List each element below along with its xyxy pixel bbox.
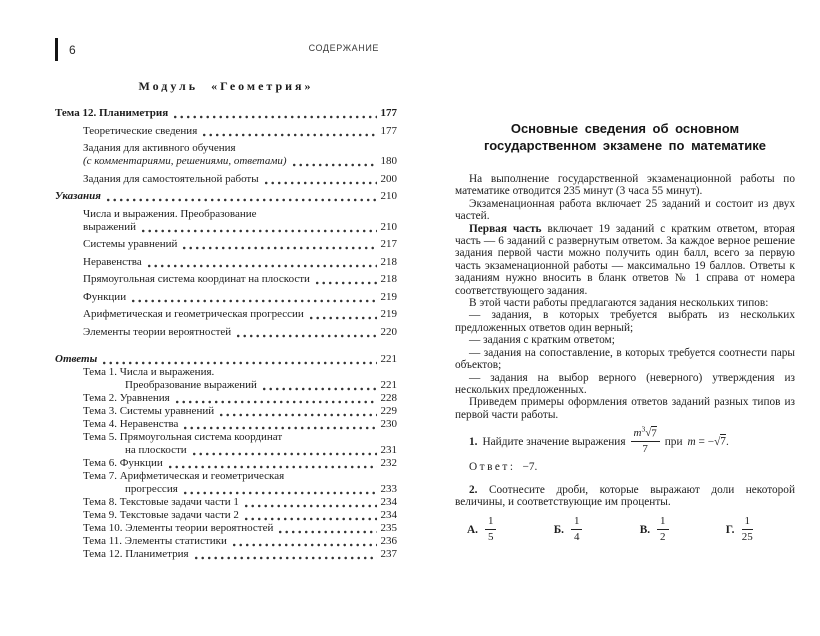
toc-entry-label: Теоретические сведения <box>83 124 198 137</box>
toc-entry-label: Задания для самостоятельной работы <box>83 172 259 185</box>
toc-entry-label: Арифметическая и геометрическая прогрессии <box>83 308 304 320</box>
toc-entry-label: Числа и выражения. Преобразование <box>83 207 257 220</box>
toc-entry-label: Тема 2. Уравнения <box>83 391 170 404</box>
section-heading <box>455 120 795 154</box>
answer-label: Ответ: <box>469 461 516 474</box>
option-letter: Г. <box>725 523 735 536</box>
paragraph <box>455 223 795 297</box>
toc-entry <box>55 535 397 548</box>
radical <box>714 434 726 448</box>
toc-entry <box>55 256 397 269</box>
toc-page-number: 210 <box>380 220 397 233</box>
exponent: 3 <box>641 424 646 434</box>
toc-entry <box>55 308 397 321</box>
fraction <box>571 516 583 543</box>
toc-page-number: 200 <box>380 172 397 185</box>
toc-entry-label: Тема 7. Арифметическая и геометрическая <box>83 469 285 482</box>
fraction-options <box>455 508 795 543</box>
toc-entry-label: Тема 5. Прямоугольная система координат <box>83 430 283 443</box>
toc-page-number: 219 <box>380 308 397 320</box>
dash-list-item: — задания на выбор верного (неверного) утверждения из нескольких предложенных. <box>455 371 795 396</box>
toc-entry-label: Тема 8. Текстовые задачи части 1 <box>83 495 239 508</box>
dot-leader <box>141 229 377 233</box>
answer-line <box>455 461 795 473</box>
toc-entry-label-line2: выражений <box>83 220 136 233</box>
toc-entry-label: Неравенства <box>83 255 142 268</box>
fraction-option <box>640 516 669 543</box>
paragraph: Экзаменационная работа включает 25 заданий и состоит из двух частей. <box>455 197 795 223</box>
dot-leader <box>194 556 377 560</box>
example-1-line <box>455 424 795 456</box>
paragraph <box>455 484 795 509</box>
fraction <box>631 424 660 456</box>
example-1-mid: при <box>664 435 683 448</box>
toc-page-number: 234 <box>380 508 397 521</box>
fraction-denominator: 2 <box>660 531 666 544</box>
example-2-text: Соотнесите дроби, которые выражают доли некоторой величины, и соответствующие им проценты. <box>455 483 795 508</box>
fraction-numerator: 1 <box>571 516 583 530</box>
toc-entry-label-line2: на плоскости <box>125 443 187 456</box>
fraction-denominator: 4 <box>573 531 580 544</box>
toc-page-number: 219 <box>380 290 397 303</box>
toc-entry <box>55 190 397 203</box>
toc-page-number: 235 <box>380 521 397 534</box>
toc-entry-label-line2: прогрессия <box>125 482 178 495</box>
toc-entry <box>55 366 397 392</box>
page-number-rule <box>55 38 58 61</box>
fraction-option <box>467 516 496 543</box>
module-title: Модуль «Геометрия» <box>138 79 314 93</box>
variable-m: m <box>633 427 642 440</box>
dot-leader <box>244 504 377 508</box>
toc-entry-label-line2: (с комментариями, решениями, ответами) <box>83 155 287 167</box>
dot-leader <box>236 334 376 338</box>
toc-entry <box>55 405 397 418</box>
paragraph: Приведем примеры оформления ответов заданий разных типов из первой части работы. <box>455 396 795 421</box>
dot-leader <box>202 133 376 137</box>
example-1-condition <box>688 436 729 448</box>
toc-entry <box>55 125 397 138</box>
toc-page-number: 228 <box>380 391 397 404</box>
fraction-numerator <box>631 424 660 442</box>
running-head: СОДЕРЖАНИЕ <box>308 43 379 53</box>
paragraph: На выполнение государственной экзаменационной работы по математике отводится 235 минут (3 часа 55 минут). <box>455 173 795 198</box>
toc-entry <box>55 107 397 120</box>
dot-leader <box>175 400 377 404</box>
toc-entry-label: Задания для активного обучения <box>83 142 236 154</box>
dot-leader <box>292 163 377 167</box>
page-number-block <box>55 38 76 61</box>
section-heading-line1: Основные сведения об основном <box>510 121 740 136</box>
toc-page-number: 218 <box>380 255 397 268</box>
option-letter: В. <box>639 523 651 536</box>
page-number: 6 <box>69 42 76 57</box>
dash-list-item: — задания с кратким ответом; <box>469 334 615 347</box>
toc-page-number: 221 <box>380 352 397 365</box>
paragraph: В этой части работы предлагаются задания нескольких типов: <box>469 297 769 310</box>
toc-entry-label: Указания <box>55 190 101 202</box>
toc-entry <box>55 470 397 496</box>
toc-entry <box>55 392 397 405</box>
toc-entry-label: Тема 4. Неравенства <box>83 417 179 430</box>
fraction <box>657 516 669 543</box>
toc-entry <box>55 353 397 366</box>
toc-entry <box>55 326 397 339</box>
toc-entry-label: Элементы теории вероятностей <box>83 325 232 338</box>
variable-m: m <box>687 435 696 448</box>
toc-page-number: 232 <box>380 456 397 469</box>
right-page <box>455 120 795 543</box>
toc-page-number: 234 <box>380 495 397 508</box>
dot-leader <box>264 181 377 185</box>
fraction-denominator: 5 <box>487 531 494 544</box>
dot-leader <box>182 246 376 250</box>
toc-page-number: 177 <box>380 107 397 119</box>
toc-entry <box>55 548 397 561</box>
answer-value: −7. <box>522 461 538 474</box>
toc-page-number: 221 <box>380 378 397 391</box>
option-letter: Б. <box>553 523 564 536</box>
fraction-denominator: 7 <box>642 443 648 456</box>
paragraph-bold-lead: Первая часть <box>469 222 542 235</box>
toc-entry <box>55 238 397 251</box>
left-page-header <box>55 38 397 64</box>
toc-page-number: 233 <box>380 482 397 495</box>
fraction-denominator: 25 <box>741 531 753 544</box>
toc-page-number: 180 <box>380 155 397 167</box>
toc-entry-label: Функции <box>83 290 127 303</box>
toc-entry-label: Тема 10. Элементы теории вероятностей <box>83 521 274 534</box>
radicand: 7 <box>720 435 726 448</box>
fraction <box>742 516 754 543</box>
dot-leader <box>168 465 377 469</box>
toc-entry-label: Прямоугольная система координат на плоскости <box>83 273 310 285</box>
toc-entry <box>55 496 397 509</box>
dot-leader <box>106 198 377 202</box>
dot-leader <box>183 491 377 495</box>
toc-entry <box>55 273 397 286</box>
toc-page-number: 210 <box>380 190 397 202</box>
toc-entry <box>55 522 397 535</box>
toc-page-number: 217 <box>380 238 397 250</box>
dot-leader <box>262 387 377 391</box>
toc-page-number: 230 <box>380 417 397 430</box>
fraction-numerator: 1 <box>485 516 497 530</box>
toc-entry-label: Тема 12. Планиметрия <box>83 547 189 560</box>
toc-entry <box>55 418 397 431</box>
toc-entry-label: Тема 1. Числа и выражения. <box>83 365 215 378</box>
dot-leader <box>278 530 376 534</box>
radical-sign: √ <box>714 435 721 448</box>
example-1-number: 1. <box>469 435 478 448</box>
dot-leader <box>192 452 377 456</box>
option-letter: А. <box>467 523 478 536</box>
toc-entry-label-line2: Преобразование выражений <box>125 378 257 391</box>
dot-leader <box>309 316 377 320</box>
toc-entry <box>55 208 397 234</box>
fraction-numerator: 1 <box>657 516 669 530</box>
example-1-lead: Найдите значение выражения <box>482 435 626 448</box>
toc-page-number: 237 <box>380 547 397 560</box>
table-of-contents <box>55 107 397 561</box>
section-heading-line2: государственном экзамене по математике <box>484 138 766 153</box>
fraction-numerator: 1 <box>742 516 754 530</box>
toc-page-number: 218 <box>380 273 397 285</box>
relation: = − <box>698 435 715 448</box>
dot-leader <box>315 281 377 285</box>
paragraph-text: включает 19 заданий с кратким ответом, вторая часть — 6 заданий с развернутым ответом. За каждое верное решение задания первой части можно получить один балл, всего за первую часть экзаменационной работы — максимально 19 баллов. Ответы к заданиям нужно вносить в бланк ответов № 1 справа от номера соответствующего задания. <box>455 222 795 297</box>
left-page <box>55 38 397 561</box>
example-2-number: 2. <box>469 483 478 496</box>
toc-page-number: 220 <box>380 325 397 338</box>
toc-entry <box>55 291 397 304</box>
dot-leader <box>131 299 376 303</box>
fraction-option <box>554 516 583 543</box>
dot-leader <box>147 264 377 268</box>
dash-list-item: — задания, в которых требуется выбрать из нескольких предложенных ответов один верный; <box>455 309 795 334</box>
toc-entry <box>55 509 397 522</box>
radical <box>645 426 657 440</box>
toc-page-number: 231 <box>380 443 397 456</box>
radical-sign: √ <box>645 427 652 440</box>
toc-entry-label: Тема 11. Элементы статистики <box>83 534 227 547</box>
fraction-option <box>726 516 753 543</box>
toc-entry-label: Тема 6. Функции <box>83 456 163 469</box>
toc-page-number: 236 <box>380 534 397 547</box>
toc-entry <box>55 457 397 470</box>
toc-answers-group <box>55 353 397 561</box>
dot-leader <box>244 517 377 521</box>
toc-entry-label: Тема 9. Текстовые задачи части 2 <box>83 508 239 521</box>
toc-entry-label: Ответы <box>55 352 98 365</box>
toc-page-number: 177 <box>380 124 397 137</box>
toc-entry-label: Тема 3. Системы уравнений <box>83 404 215 417</box>
dot-leader <box>219 413 376 417</box>
dot-leader <box>102 361 376 365</box>
toc-entry-label: Системы уравнений <box>83 238 178 250</box>
radicand: 7 <box>651 427 657 440</box>
dash-list-item: — задания на сопоставление, в которых требуется соотнести пары объектов; <box>455 346 795 372</box>
period: . <box>725 435 729 448</box>
toc-entry <box>55 142 397 168</box>
dot-leader <box>173 115 376 119</box>
toc-entry-label: Тема 12. Планиметрия <box>55 107 169 119</box>
toc-entry <box>55 173 397 186</box>
fraction <box>485 516 497 543</box>
dot-leader <box>183 426 376 430</box>
dot-leader <box>232 543 377 547</box>
toc-page-number: 229 <box>380 404 397 417</box>
toc-entry <box>55 431 397 457</box>
